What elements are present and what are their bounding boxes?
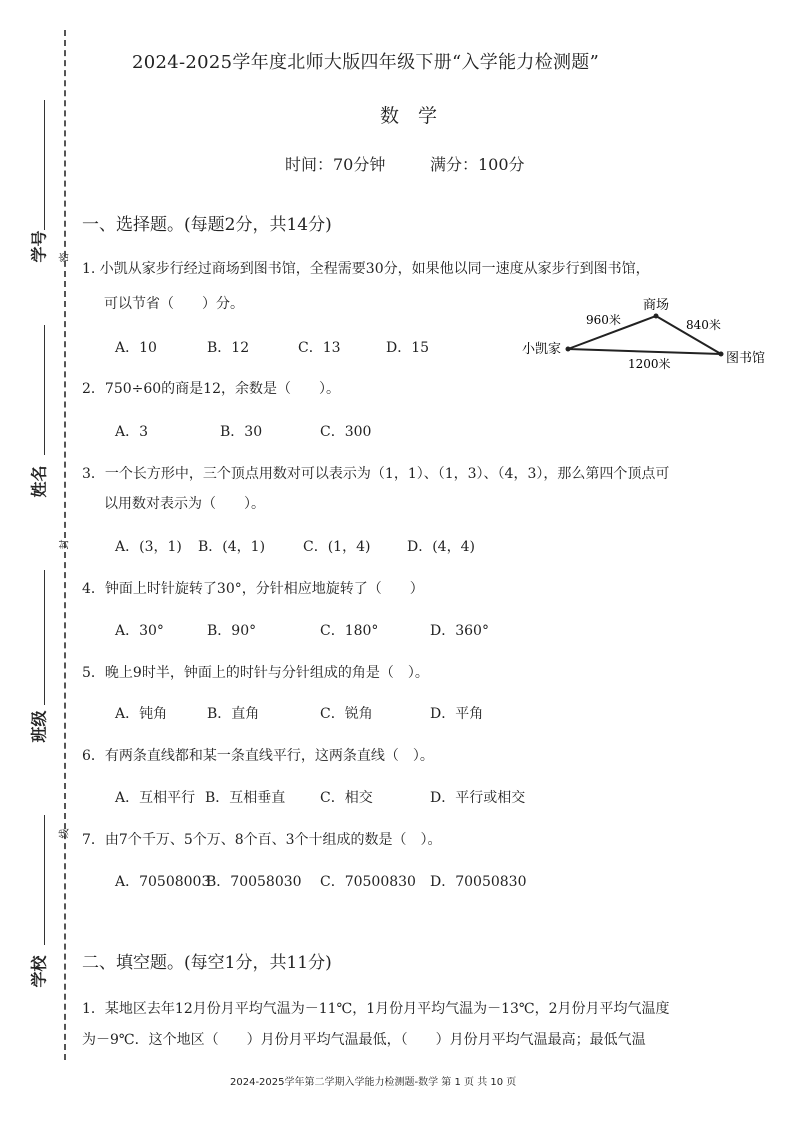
route-diagram [518, 292, 773, 372]
class-label: 班级 [29, 710, 49, 743]
q3-option-d: D．(4，4) [407, 539, 475, 555]
q3-option-c: C．(1，4) [303, 539, 371, 555]
q3-option-b: B．(4，1) [198, 539, 266, 555]
seal-mark-1: 密 [59, 252, 71, 263]
mall-point [654, 314, 659, 319]
q1-option-c: C．13 [298, 340, 341, 356]
q7-option-a: A．70508003 [115, 874, 211, 890]
school-blank [44, 815, 45, 945]
question-1-stem-cont: 可以节省（ ）分。 [104, 296, 244, 312]
library-label: 图书馆 [726, 351, 766, 366]
mall-label: 商场 [643, 298, 670, 313]
name-label: 姓名 [29, 465, 49, 498]
time-label: 时间：70分钟 [285, 155, 386, 174]
q7-option-c: C．70500830 [320, 874, 416, 890]
home-label: 小凯家 [522, 342, 562, 357]
q6-option-a: A．互相平行 [115, 790, 196, 806]
question-3-stem: 3．一个长方形中，三个顶点用数对可以表示为（1，1）、（1，3）、（4，3），那么第四个顶点可 [82, 466, 670, 482]
q7-option-b: B．70058030 [206, 874, 302, 890]
page-footer: 2024-2025学年第二学期入学能力检测题-数学 第 1 页 共 10 页 [230, 1077, 517, 1088]
question-2-stem: 2．750÷60的商是12，余数是（ ）。 [82, 381, 340, 397]
q5-option-a: A．钝角 [115, 706, 168, 722]
subject-title: 数 学 [380, 105, 438, 127]
question-3-stem-cont: 以用数对表示为（ ）。 [104, 496, 265, 512]
question-5-stem: 5．晚上9时半，钟面上的时针与分针组成的角是（ ）。 [82, 665, 429, 681]
q5-option-b: B．直角 [207, 706, 260, 722]
q4-option-a: A．30° [115, 623, 164, 639]
section1-heading: 一、选择题。(每题2分，共14分) [82, 215, 332, 235]
q2-option-b: B．30 [220, 424, 263, 440]
class-blank [44, 570, 45, 705]
q5-option-c: C．锐角 [320, 706, 373, 722]
seal-mark-3: 线 [59, 828, 71, 839]
section2-heading: 二、填空题。(每空1分，共11分) [82, 953, 332, 973]
seal-mark-2: 封 [59, 539, 71, 550]
distance-home-library: 1200米 [628, 357, 671, 371]
name-blank [44, 325, 45, 455]
fill-question-1-line1: 1．某地区去年12月份月平均气温为－11℃，1月份月平均气温为－13℃，2月份月平均气温度 [82, 1001, 670, 1017]
question-6-stem: 6．有两条直线都和某一条直线平行，这两条直线（ ）。 [82, 748, 434, 764]
q6-option-d: D．平行或相交 [430, 790, 526, 806]
q1-option-d: D．15 [386, 340, 430, 356]
question-1-stem: 1. 小凯从家步行经过商场到图书馆，全程需要30分，如果他以同一速度从家步行到图书馆， [82, 261, 650, 277]
student-id-blank [44, 100, 45, 230]
q4-option-c: C．180° [320, 623, 379, 639]
exam-title: 2024-2025学年度北师大版四年级下册“入学能力检测题” [132, 52, 600, 73]
library-point [719, 352, 724, 357]
home-point [566, 347, 571, 352]
q7-option-d: D．70050830 [430, 874, 527, 890]
question-7-stem: 7．由7个千万、5个万、8个百、3个十组成的数是（ ）。 [82, 832, 442, 848]
q2-option-c: C．300 [320, 424, 372, 440]
distance-home-mall: 960米 [586, 313, 621, 327]
q3-option-a: A．(3，1) [115, 539, 182, 555]
q4-option-d: D．360° [430, 623, 489, 639]
q5-option-d: D．平角 [430, 706, 484, 722]
q1-option-a: A．10 [115, 340, 157, 356]
student-id-label: 学号 [29, 230, 49, 263]
q1-option-b: B．12 [207, 340, 250, 356]
distance-mall-library: 840米 [686, 318, 721, 332]
q6-option-b: B．互相垂直 [205, 790, 286, 806]
q2-option-a: A．3 [115, 424, 149, 440]
fill-question-1-line2: 为－9℃．这个地区（ ）月份月平均气温最低，（ ）月份月平均气温最高；最低气温 [82, 1032, 646, 1048]
school-label: 学校 [29, 955, 49, 988]
question-4-stem: 4．钟面上时针旋转了30°，分针相应地旋转了（ ） [82, 581, 424, 597]
q6-option-c: C．相交 [320, 790, 373, 806]
q4-option-b: B．90° [207, 623, 257, 639]
score-label: 满分：100分 [430, 155, 525, 174]
